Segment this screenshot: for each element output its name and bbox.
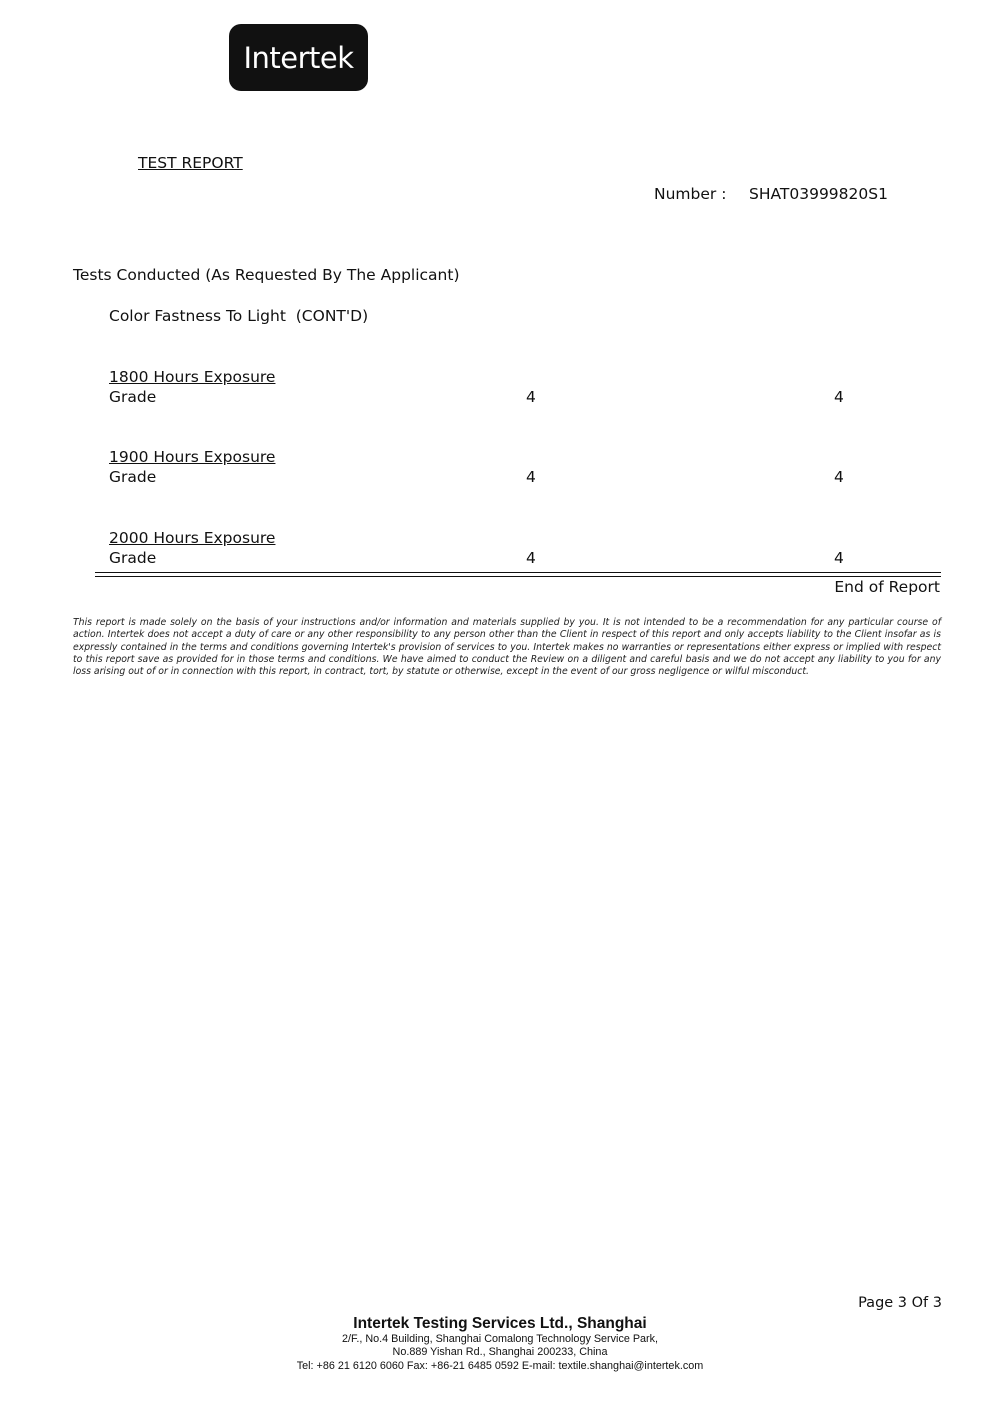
test-name: Color Fastness To Light (CONT'D) [109, 307, 369, 325]
end-of-report: End of Report [834, 578, 940, 596]
intertek-logo [229, 24, 368, 91]
group-1900-value-1: 4 [526, 468, 536, 486]
group-1900-title: 1900 Hours Exposure [109, 448, 276, 466]
group-1800-row-label: Grade [109, 388, 157, 406]
disclaimer-text: This report is made solely on the basis of your instructions and/or information and materials supplied by you. It is not intended to be a recommendation for any particular course of action. Intertek does not accept a duty of care or any other responsibility to any person other than the Client in respect of this report and only accepts liability to the Client insofar as is expressly contained in the terms and conditions governing Intertek's provision of services to you. Intertek makes no warranties or representations either express or implied with respect to this report save as provided for in those terms and conditions. We have aimed to conduct the Review on a diligent and careful basis and we do not accept any liability to you for any loss arising out of or in connection with this report, in contract, tort, by statute or otherwise, except in the event of our gross negligence or wilful misconduct. [73, 617, 941, 678]
group-1900-value-2: 4 [834, 468, 844, 486]
end-rule-bottom [95, 576, 941, 577]
report-title: TEST REPORT [138, 154, 243, 172]
footer-company: Intertek Testing Services Ltd., Shanghai [353, 1315, 647, 1332]
footer-address-line-1: 2/F., No.4 Building, Shanghai Comalong Technology Service Park, [341, 1333, 659, 1345]
logo-text: Intertek [243, 40, 354, 75]
footer-contact: Tel: +86 21 6120 6060 Fax: +86-21 6485 0592 E-mail: textile.shanghai@intertek.com [296, 1360, 704, 1372]
end-rule-top [95, 572, 941, 573]
group-2000-value-2: 4 [834, 549, 844, 567]
group-1800-value-2: 4 [834, 388, 844, 406]
footer-address-line-2: No.889 Yishan Rd., Shanghai 200233, China [392, 1346, 608, 1358]
report-number-value: SHAT03999820S1 [749, 185, 888, 203]
group-1800-title: 1800 Hours Exposure [109, 368, 276, 386]
section-title: Tests Conducted (As Requested By The Applicant) [73, 266, 460, 284]
page-number: Page 3 Of 3 [858, 1295, 942, 1311]
group-2000-title: 2000 Hours Exposure [109, 529, 276, 547]
group-2000-row-label: Grade [109, 549, 157, 567]
group-2000-value-1: 4 [526, 549, 536, 567]
report-number-label: Number : [654, 185, 727, 203]
group-1800-value-1: 4 [526, 388, 536, 406]
group-1900-row-label: Grade [109, 468, 157, 486]
